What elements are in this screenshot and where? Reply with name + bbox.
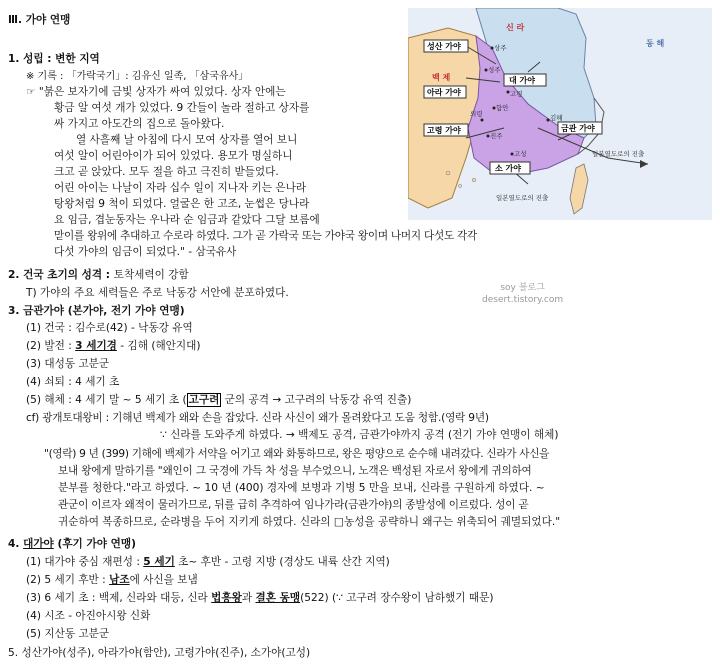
map-label-donghae: 동 해 [646, 39, 665, 48]
list-item: (5) 지산동 고분군 [26, 628, 110, 640]
map-route-label: 일본열도로의 진출 [592, 150, 645, 158]
quote-line: 탕왕처럼 9 척이 되었다. 얼굴은 한 고조, 눈썹은 당나라 [54, 198, 310, 210]
map-label-silla: 신 라 [506, 23, 525, 32]
quote-line: 맏이를 왕위에 추대하고 수로라 하였다. 그가 곧 가락국 또는 가야국 왕이며 나머지 다섯도 각각 [54, 230, 478, 242]
cf-note: cf) 광개토대왕비 : 기해년 백제가 왜와 손을 잡았다. 신라 사신이 왜가 몰려왔다고 도움 청함.(영락 9년) [26, 412, 489, 424]
list-item: (3) 6 세기 초 : 백제, 신라와 대등, 신라 법흥왕과 결혼 동맹(522) (∵ 고구려 장수왕이 남하했기 때문) [26, 592, 494, 604]
gaya-confederacy-map [408, 8, 712, 220]
section-5-title: 5. 성산가야(성주), 아라가야(함안), 고령가야(진주), 소가야(고성) [8, 647, 311, 659]
list-item: (5) 해체 : 4 세기 말 ~ 5 세기 초 ( 고구려 군의 공격 → 고구려의 낙동강 유역 진출) [26, 394, 412, 406]
quote-line: 크고 곧 앉았다. 모두 절을 하고 극진히 받들었다. [54, 166, 279, 178]
quote-line: 귀순하여 복종하므로, 순라병을 두어 지키게 하였다. 신라의 □농성을 공략하니 왜구는 위축되어 궤멸되었다." [58, 516, 561, 528]
map-town: 고령 [510, 90, 523, 98]
page-title: Ⅲ. 가야 연맹 [8, 14, 71, 26]
map-town: 성주 [488, 66, 501, 74]
svg-text:고령 가야: 고령 가야 [427, 126, 461, 135]
svg-text:성산 가야: 성산 가야 [427, 42, 461, 51]
quote-line: 어린 아이는 나날이 자라 십수 일이 지나자 키는 은나라 [54, 182, 307, 194]
svg-text:소 가야: 소 가야 [495, 164, 521, 173]
section-2-note: T) 가야의 주요 세력들은 주로 낙동강 서안에 분포하였다. [26, 287, 289, 299]
list-item: (2) 5 세기 후반 : 남조에 사신을 보냄 [26, 574, 198, 586]
map-box-sogaya [490, 162, 530, 174]
map-town: 상주 [494, 44, 507, 52]
list-item: (3) 대성동 고분군 [26, 358, 110, 370]
list-item: (2) 발전 : 3 세기경 - 김해 (해안지대) [26, 340, 201, 352]
quote-line: 관군이 이르자 왜적이 물러가므로, 뒤를 급히 추격하여 임나가라(금관가야)의 종발성에 이르렀다. 성이 곧 [58, 499, 529, 511]
section-1-record: ※ 기록 : 「가락국기」: 김유신 일족, 「삼국유사」 [26, 71, 249, 82]
section-2-title: 2. 건국 초기의 성격 : 토착세력이 강함 [8, 269, 189, 281]
section-4-title: 4. 대가야 (후기 가야 연맹) [8, 538, 136, 550]
map-route-label-south: 일본열도로의 진출 [496, 194, 549, 202]
map-box-daegaya [504, 74, 546, 86]
list-item: (1) 건국 : 김수로(42) - 낙동강 유역 [26, 322, 193, 334]
list-item: (1) 대가야 중심 재편성 : 5 세기 초~ 후반 - 고령 지방 (경상도 내륙 산간 지역) [26, 556, 390, 568]
cf-note: ∵ 신라를 도와주게 하였다. → 백제도 공격, 금관가야까지 공격 (전기 가야 연맹이 해체) [160, 429, 559, 441]
section-1-title: 1. 성립 : 변한 지역 [8, 53, 100, 65]
quote-line: 황금 알 여섯 개가 있었다. 9 간들이 놀라 절하고 상자를 [54, 102, 310, 114]
map-box-goryeong [424, 124, 468, 136]
map-box-ara [424, 86, 466, 98]
map-label-baekje: 백 제 [432, 73, 451, 82]
svg-text:금관 가야: 금관 가야 [561, 124, 595, 133]
quote-line: 싸 가지고 아도간의 집으로 돌아왔다. [54, 118, 225, 130]
quote-line: 여섯 알이 어린아이가 되어 있었다. 용모가 명실하니 [54, 150, 293, 162]
watermark: soy 블로그 desert.tistory.com [482, 283, 564, 305]
map-town: 함안 [496, 104, 509, 112]
svg-text:아라 가야: 아라 가야 [427, 88, 461, 97]
section-3-title: 3. 금관가야 (본가야, 전기 가야 연맹) [8, 305, 185, 317]
list-item: (4) 시조 - 아진아시왕 신화 [26, 610, 151, 622]
quote-line: 열 사흘째 날 아침에 다시 모여 상자를 열어 보니 [76, 134, 298, 146]
quote-line: 요 임금, 겹눈동자는 우나라 순 임금과 같았다 그달 보름에 [54, 214, 320, 226]
map-box-geumgwan [558, 122, 602, 134]
map-town: 고성 [514, 150, 527, 158]
quote-line: "(영락) 9 년 (399) 기해에 백제가 서약을 어기고 왜와 화통하므로, 왕은 평양으로 순수해 내려갔다. 신라가 사신을 [44, 448, 550, 460]
svg-text:대 가야: 대 가야 [509, 76, 535, 85]
map-town: 진주 [490, 132, 503, 140]
quote-line: 보내 왕에게 말하기를 "왜인이 그 국경에 가득 차 성을 부수었으니, 노객은 백성된 자로서 왕에게 귀의하여 [58, 465, 532, 477]
quote-line: ☞ "붉은 보자기에 금빛 상자가 싸여 있었다. 상자 안에는 [26, 86, 286, 98]
map-town: 김해 [550, 114, 563, 122]
list-item: (4) 쇠퇴 : 4 세기 초 [26, 376, 120, 388]
quote-line: 분부를 청한다."라고 하였다. ~ 10 년 (400) 경자에 보병과 기병 5 만을 보내, 신라를 구원하게 하였다. ~ [58, 482, 545, 494]
map-box-seongsan [424, 40, 468, 52]
quote-line: 다섯 가야의 임금이 되었다." - 삼국유사 [54, 246, 237, 258]
map-town: 의령 [470, 110, 483, 118]
